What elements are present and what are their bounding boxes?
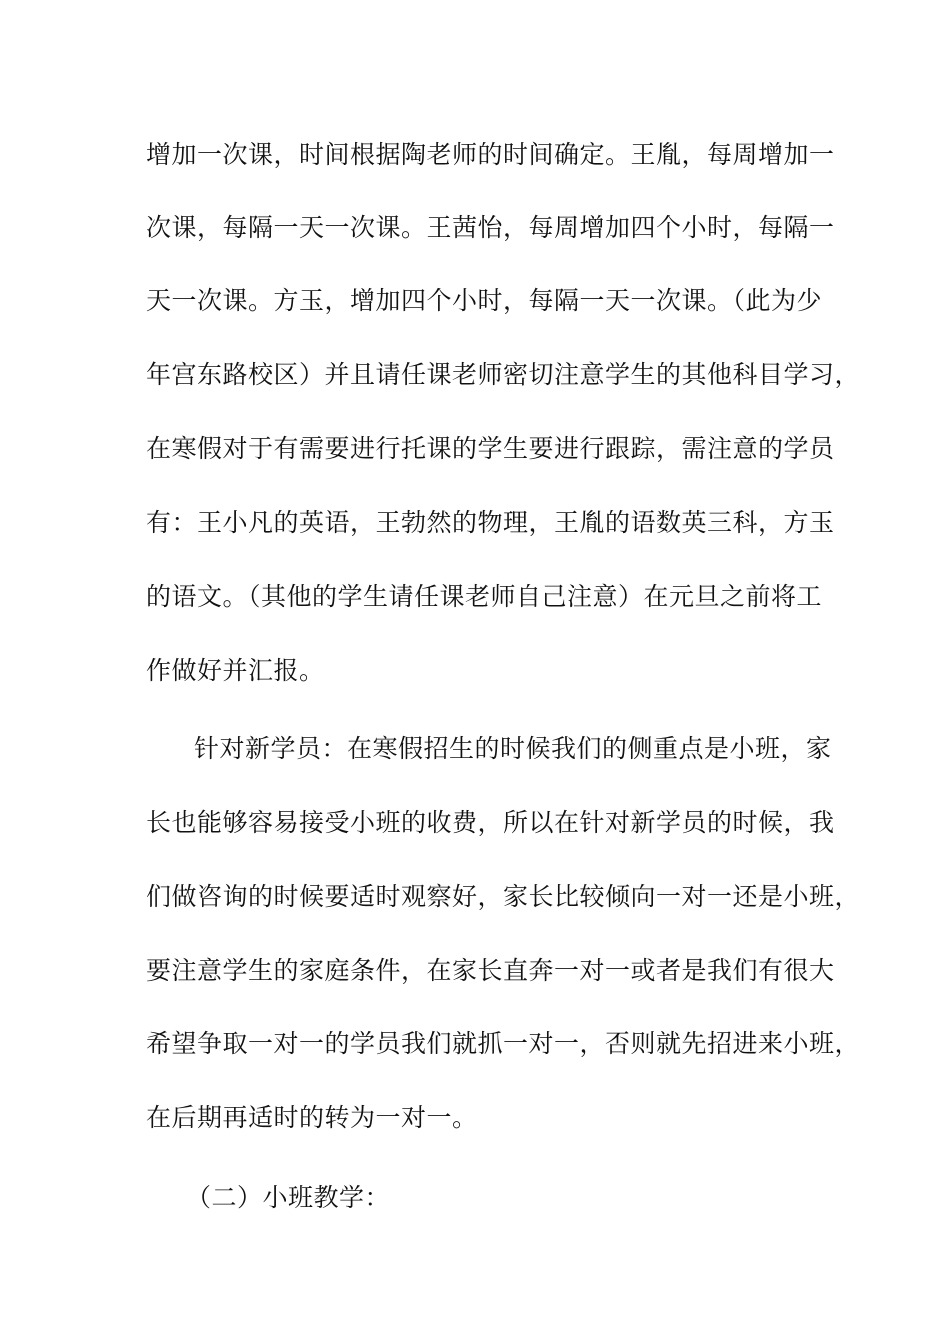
- paragraph-2-line-1: 针对新学员：在寒假招生的时候我们的侧重点是小班，家: [194, 734, 832, 763]
- paragraph-2-line-5: 希望争取一对一的学员我们就抓一对一，否则就先招进来小班，: [146, 1029, 861, 1058]
- paragraph-1-line-2: 次课，每隔一天一次课。王茜怡，每周增加四个小时，每隔一: [146, 213, 835, 242]
- paragraph-1-line-4: 年宫东路校区）并且请任课老师密切注意学生的其他科目学习，: [146, 360, 861, 389]
- paragraph-2-line-6: 在后期再适时的转为一对一。: [146, 1103, 478, 1132]
- paragraph-1-line-8: 作做好并汇报。: [146, 656, 325, 685]
- paragraph-1-line-3: 天一次课。方玉，增加四个小时，每隔一天一次课。（此为少: [146, 286, 823, 315]
- paragraph-1-line-1: 增加一次课，时间根据陶老师的时间确定。王胤，每周增加一: [146, 140, 835, 169]
- section-heading: （二）小班教学：: [186, 1183, 391, 1212]
- paragraph-1-line-5: 在寒假对于有需要进行托课的学生要进行跟踪，需注意的学员: [146, 434, 835, 463]
- paragraph-1-line-7: 的语文。（其他的学生请任课老师自己注意）在元旦之前将工: [146, 582, 823, 611]
- paragraph-1-line-6: 有：王小凡的英语，王勃然的物理，王胤的语数英三科，方玉: [146, 508, 835, 537]
- paragraph-2-line-4: 要注意学生的家庭条件，在家长直奔一对一或者是我们有很大: [146, 956, 835, 985]
- paragraph-2-line-3: 们做咨询的时候要适时观察好，家长比较倾向一对一还是小班，: [146, 882, 861, 911]
- paragraph-2-line-2: 长也能够容易接受小班的收费，所以在针对新学员的时候，我: [146, 808, 835, 837]
